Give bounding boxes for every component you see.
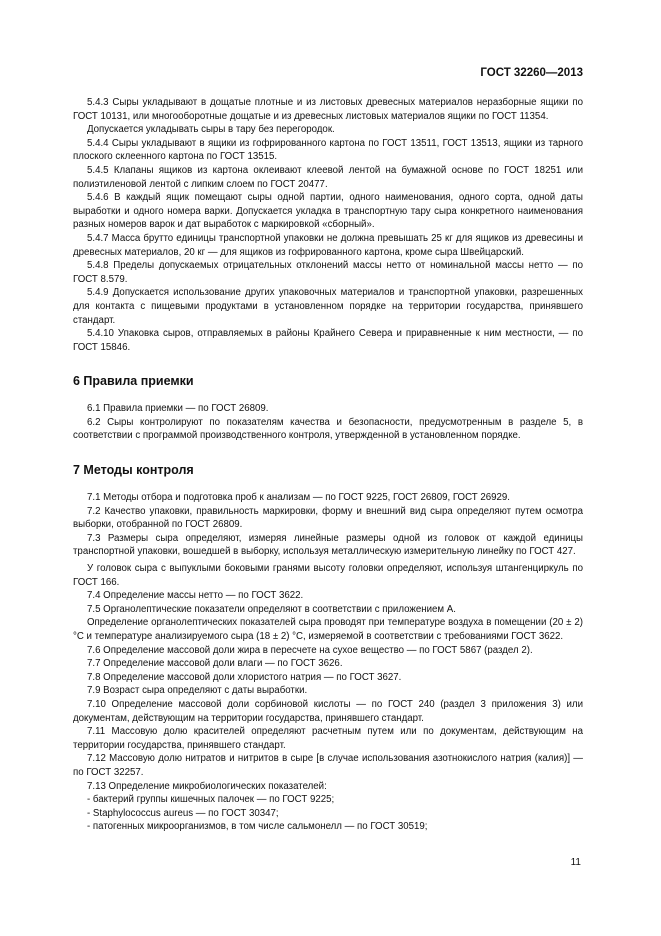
clause-5-4-10: 5.4.10 Упаковка сыров, отправляемых в районы Крайнего Севера и приравненные к ним местности, — по ГОСТ 15846. bbox=[73, 328, 583, 353]
clause-7-13: 7.13 Определение микробиологических показателей: bbox=[87, 780, 327, 792]
clause-5-4-6: 5.4.6 В каждый ящик помещают сыры одной партии, одного наименования, одного сорта, одной даты выработки и одного номера варки. Допускается укладка в транспортную тару сыра конкретного наименования разных номеров варок и дат выработок с маркировкой «сборный». bbox=[73, 192, 583, 231]
clause-7-3-note: У головок сыра с выпуклыми боковыми гранями высоту головки определяют, используя штангенциркуль по ГОСТ 166. bbox=[73, 563, 583, 588]
clause-7-3: 7.3 Размеры сыра определяют, измеряя линейные размеры одной из головок от каждой единицы транспортной упаковки, вошедшей в выборку, используя металлическую измерительную линейку по ГОСТ 427. bbox=[73, 532, 583, 558]
clause-7-11: 7.11 Массовую долю красителей определяют расчетным путем или по документам, действующим на территории государства, принявшего стандарт. bbox=[73, 726, 583, 751]
clause-5-4-9: 5.4.9 Допускается использование других упаковочных материалов и транспортной упаковки, разрешенных для контакта с пищевыми продуктами в установленном порядке на территории государства, принявшего стандарт. bbox=[73, 287, 583, 326]
clause-5-4-3: 5.4.3 Сыры укладывают в дощатые плотные и из листовых древесных материалов неразборные ящики по ГОСТ 10131, или многооборотные дощатые и из древесных листовых материалов ящики по ГОСТ 11354. bbox=[73, 97, 583, 122]
clause-7-5-note: Определение органолептических показателей сыра проводят при температуре воздуха в помещении (20 ± 2) °С и температуре анализируемого сыра (18 ± 2) °С, измеряемой в соответствии с требованиями ГОСТ 3622. bbox=[73, 617, 583, 642]
section-7-body bbox=[73, 491, 583, 834]
page-number: 11 bbox=[570, 857, 581, 868]
document-standard-code: ГОСТ 32260—2013 bbox=[480, 67, 583, 79]
clause-7-10: 7.10 Определение массовой доли сорбиновой кислоты — по ГОСТ 240 (раздел 3 приложения 3) или документам, действующим на территории государства, принявшего стандарт. bbox=[73, 698, 583, 724]
clause-5-4-4: 5.4.4 Сыры укладывают в ящики из гофрированного картона по ГОСТ 13511, ГОСТ 13513, ящики из тарного плоского склеенного картона по ГОСТ 13515. bbox=[73, 137, 583, 163]
clause-7-1: 7.1 Методы отбора и подготовка проб к анализам — по ГОСТ 9225, ГОСТ 26809, ГОСТ 26929. bbox=[87, 492, 511, 504]
list-item: - бактерий группы кишечных палочек — по ГОСТ 9225; bbox=[87, 794, 335, 806]
clause-7-6: 7.6 Определение массовой доли жира в пересчете на сухое вещество — по ГОСТ 5867 (раздел 2). bbox=[87, 644, 533, 656]
clause-7-4: 7.4 Определение массы нетто — по ГОСТ 3622. bbox=[87, 590, 304, 602]
clause-7-12: 7.12 Массовую долю нитратов и нитритов в сыре [в случае использования азотнокислого натрия (калия)] — по ГОСТ 32257. bbox=[73, 753, 583, 778]
section-7-heading: 7 Методы контроля bbox=[73, 463, 194, 478]
clause-7-5: 7.5 Органолептические показатели определяют в соответствии с приложением А. bbox=[87, 603, 456, 615]
clause-6-2: 6.2 Сыры контролируют по показателям качества и безопасности, предусмотренным в разделе 5, в соответствии с программой производственного контроля, утвержденной в установленном порядке. bbox=[73, 416, 583, 442]
page-body bbox=[73, 96, 583, 834]
clause-6-1: 6.1 Правила приемки — по ГОСТ 26809. bbox=[87, 403, 269, 415]
clause-5-4-8: 5.4.8 Пределы допускаемых отрицательных отклонений массы нетто от номинальной массы нетто — по ГОСТ 8.579. bbox=[73, 260, 583, 285]
list-item: - патогенных микроорганизмов, в том числе сальмонелл — по ГОСТ 30519; bbox=[87, 821, 428, 833]
packaging-requirements-block bbox=[73, 96, 583, 354]
section-6-body bbox=[73, 402, 583, 443]
list-item: - Staphylococcus aureus — по ГОСТ 30347; bbox=[87, 807, 279, 819]
clause-5-4-5: 5.4.5 Клапаны ящиков из картона оклеивают клеевой лентой на бумажной основе по ГОСТ 18251 или полиэтиленовой лентой с липким слоем по ГОСТ 20477. bbox=[73, 164, 583, 190]
clause-7-7: 7.7 Определение массовой доли влаги — по ГОСТ 3626. bbox=[87, 658, 343, 670]
clause-5-4-7: 5.4.7 Масса брутто единицы транспортной упаковки не должна превышать 25 кг для ящиков из древесины и древесных материалов, 20 кг — для ящиков из гофрированного картона, кроме сыра Швейцарский. bbox=[73, 232, 583, 258]
section-6-heading: 6 Правила приемки bbox=[73, 374, 194, 389]
clause-7-9: 7.9 Возраст сыра определяют с даты выработки. bbox=[87, 685, 308, 697]
clause-7-2: 7.2 Качество упаковки, правильность маркировки, форму и внешний вид сыра определяют путем осмотра выборки, отобранной по ГОСТ 26809. bbox=[73, 505, 583, 531]
clause-7-8: 7.8 Определение массовой доли хлористого натрия — по ГОСТ 3627. bbox=[87, 671, 402, 683]
clause-5-4-3-note: Допускается укладывать сыры в тару без перегородок. bbox=[87, 124, 335, 136]
